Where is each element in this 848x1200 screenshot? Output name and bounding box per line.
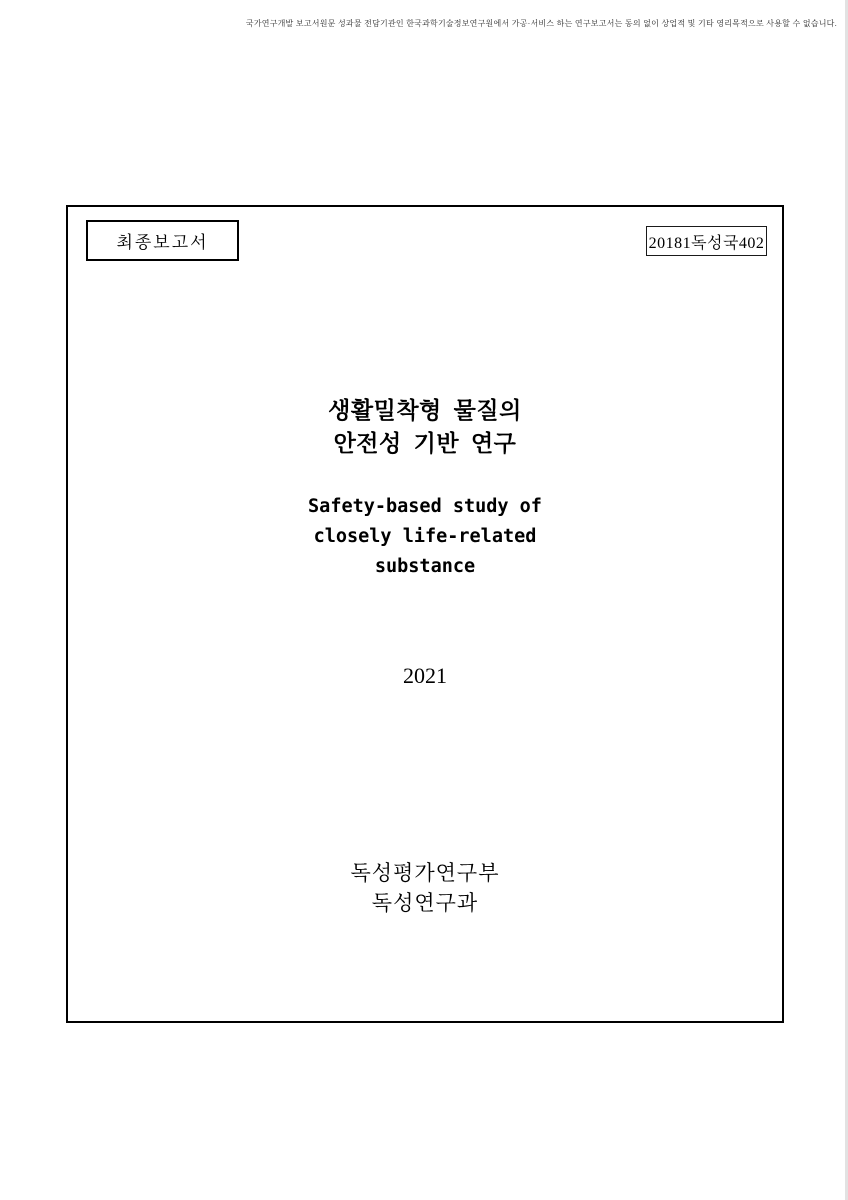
title-korean-line2: 안전성 기반 연구 <box>333 430 517 456</box>
title-english-line2: closely life-related <box>313 526 537 547</box>
title-english-line3: substance <box>374 556 476 577</box>
organization-division: 독성연구과 <box>371 891 479 915</box>
title-korean <box>68 394 782 460</box>
organization-department: 독성평가연구부 <box>350 861 500 885</box>
report-number-label: 20181독성국402 <box>648 234 765 252</box>
title-english <box>68 492 782 582</box>
report-type-label: 최종보고서 <box>116 233 209 252</box>
report-number-box <box>646 226 767 256</box>
organization-block <box>68 858 782 918</box>
title-korean-line1: 생활밀착형 물질의 <box>328 397 522 423</box>
copyright-disclaimer: 국가연구개발 보고서원문 성과물 전담기관인 한국과학기술정보연구원에서 가공·서비스 하는 연구보고서는 동의 없이 상업적 및 기타 영리목적으로 사용할 수 없습니다. <box>245 19 837 28</box>
title-english-line1: Safety-based study of <box>308 496 542 517</box>
publication-year: 2021 <box>403 663 447 688</box>
cover-border-frame <box>66 205 784 1023</box>
report-type-box <box>86 220 239 261</box>
